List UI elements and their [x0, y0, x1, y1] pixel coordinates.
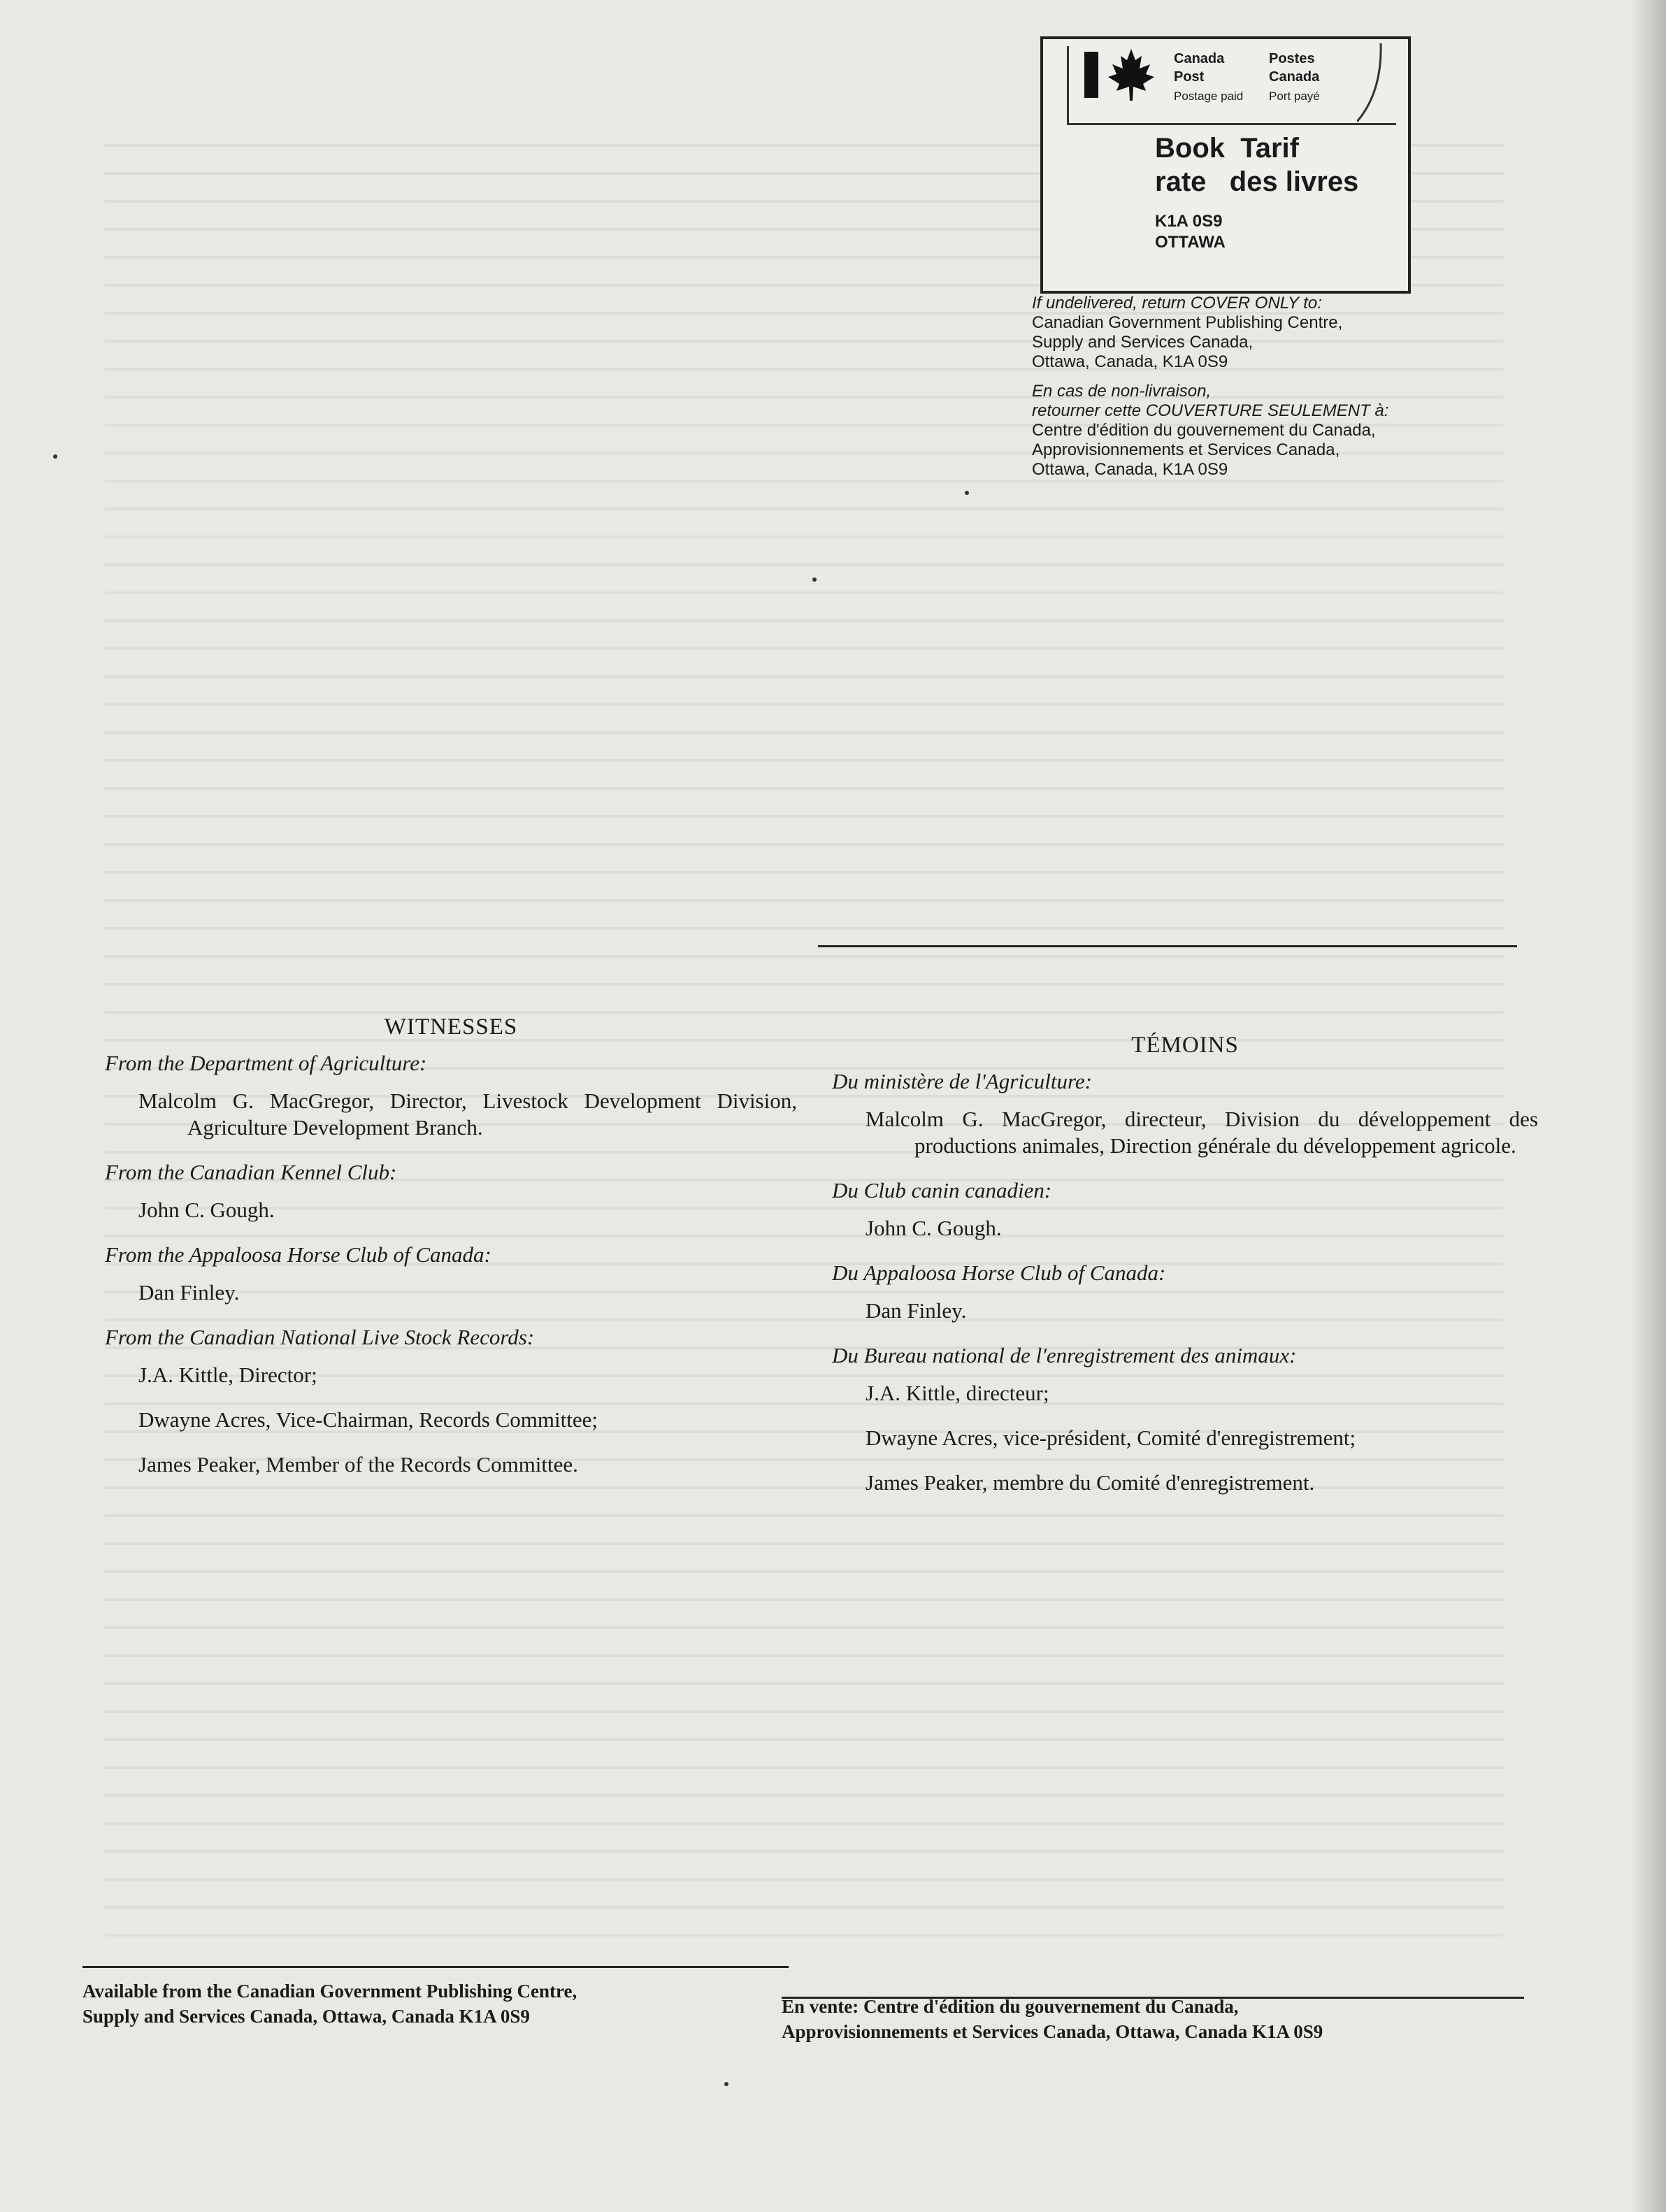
return-lead-fr: En cas de non-livraison,: [1032, 382, 1212, 401]
tarif-word: Tarif: [1240, 133, 1299, 164]
flag-bar-icon: [1084, 52, 1098, 98]
witness-entry: Malcolm G. MacGregor, Director, Livestock Development Division, Agriculture Development Branch.: [138, 1089, 797, 1140]
footer-en-line: Available from the Canadian Government Publishing Centre,: [82, 1981, 577, 2002]
dept-label: Du Club canin canadien:: [832, 1178, 1052, 1202]
page-edge-shadow: [1632, 0, 1666, 2212]
witness-entry: J.A. Kittle, directeur;: [866, 1381, 1049, 1405]
return-notice-fr: [1032, 382, 1465, 480]
dept-label: From the Canadian Kennel Club:: [105, 1160, 397, 1184]
witness-entry: Dwayne Acres, vice-président, Comité d'enregistrement;: [866, 1425, 1356, 1450]
canada-label: Canada: [1174, 51, 1225, 66]
maple-leaf-icon: [1107, 48, 1156, 102]
footer-fr: [782, 1994, 1323, 2044]
canada-fr-label: Canada: [1269, 69, 1320, 85]
post-label: Post: [1174, 69, 1205, 85]
book-word: Book: [1155, 133, 1225, 164]
return-line-fr: Ottawa, Canada, K1A 0S9: [1032, 460, 1228, 479]
indicia-city: OTTAWA: [1155, 233, 1226, 252]
witness-entry: James Peaker, Member of the Records Committee.: [138, 1452, 578, 1477]
speck: [812, 577, 817, 582]
witness-entry: Dan Finley.: [138, 1280, 240, 1305]
return-lead-fr: retourner cette COUVERTURE SEULEMENT à:: [1032, 401, 1389, 420]
return-line-en: Supply and Services Canada,: [1032, 333, 1254, 352]
witness-entry: James Peaker, membre du Comité d'enregistrement.: [866, 1470, 1315, 1495]
witness-entry: Dwayne Acres, Vice-Chairman, Records Committee;: [138, 1407, 598, 1432]
return-line-fr: Centre d'édition du gouvernement du Canada,: [1032, 421, 1376, 440]
footer-en-line: Supply and Services Canada, Ottawa, Canada K1A 0S9: [82, 2006, 530, 2027]
rate-word: rate: [1155, 166, 1207, 197]
section-rule: [818, 945, 1517, 947]
book-rate-title: [1155, 131, 1358, 199]
speck: [53, 454, 57, 459]
witness-entry: John C. Gough.: [138, 1198, 275, 1222]
dept-label: From the Department of Agriculture:: [105, 1051, 427, 1075]
indicia-address: [1155, 211, 1226, 253]
witness-entry: J.A. Kittle, Director;: [138, 1363, 317, 1387]
stamp-corner-curve: [1357, 43, 1399, 123]
witnesses-heading: WITNESSES: [384, 1014, 518, 1040]
dept-label: Du ministère de l'Agriculture:: [832, 1069, 1092, 1093]
dept-label: Du Appaloosa Horse Club of Canada:: [832, 1261, 1166, 1285]
temoins-heading: TÉMOINS: [1131, 1033, 1239, 1058]
footer-en: [82, 1978, 577, 2029]
dept-label: From the Appaloosa Horse Club of Canada:: [105, 1242, 491, 1267]
witnesses-en-column: [105, 1014, 797, 1496]
witness-entry: John C. Gough.: [866, 1216, 1002, 1240]
return-line-en: Canadian Government Publishing Centre,: [1032, 313, 1343, 332]
port-paye-label: Port payé: [1269, 89, 1320, 103]
witnesses-fr-column: [832, 1032, 1538, 1514]
indicia-postal-code: K1A 0S9: [1155, 212, 1223, 231]
speck: [724, 2082, 728, 2086]
footer-fr-line: Approvisionnements et Services Canada, Ottawa, Canada K1A 0S9: [782, 2021, 1323, 2042]
return-notice: [1032, 294, 1465, 489]
speck: [965, 491, 969, 495]
des-livres-word: des livres: [1229, 166, 1359, 197]
footer-fr-line: En vente: Centre d'édition du gouvernement du Canada,: [782, 1996, 1239, 2017]
return-lead-en: If undelivered, return COVER ONLY to:: [1032, 294, 1322, 313]
dept-label: Du Bureau national de l'enregistrement des animaux:: [832, 1343, 1297, 1367]
postage-indicia: [1040, 36, 1411, 294]
postage-paid-label: Postage paid: [1174, 89, 1244, 103]
return-notice-en: [1032, 294, 1465, 372]
dept-label: From the Canadian National Live Stock Records:: [105, 1325, 535, 1349]
postage-stamp-box: [1067, 46, 1396, 125]
footer-rule-en: [82, 1966, 789, 1968]
return-line-en: Ottawa, Canada, K1A 0S9: [1032, 352, 1228, 371]
return-line-fr: Approvisionnements et Services Canada,: [1032, 440, 1340, 459]
witness-entry: Dan Finley.: [866, 1298, 967, 1323]
witness-entry: Malcolm G. MacGregor, directeur, Division du développement des productions animales, Direction générale du développement agricole.: [866, 1107, 1538, 1158]
postes-label: Postes: [1269, 51, 1315, 66]
